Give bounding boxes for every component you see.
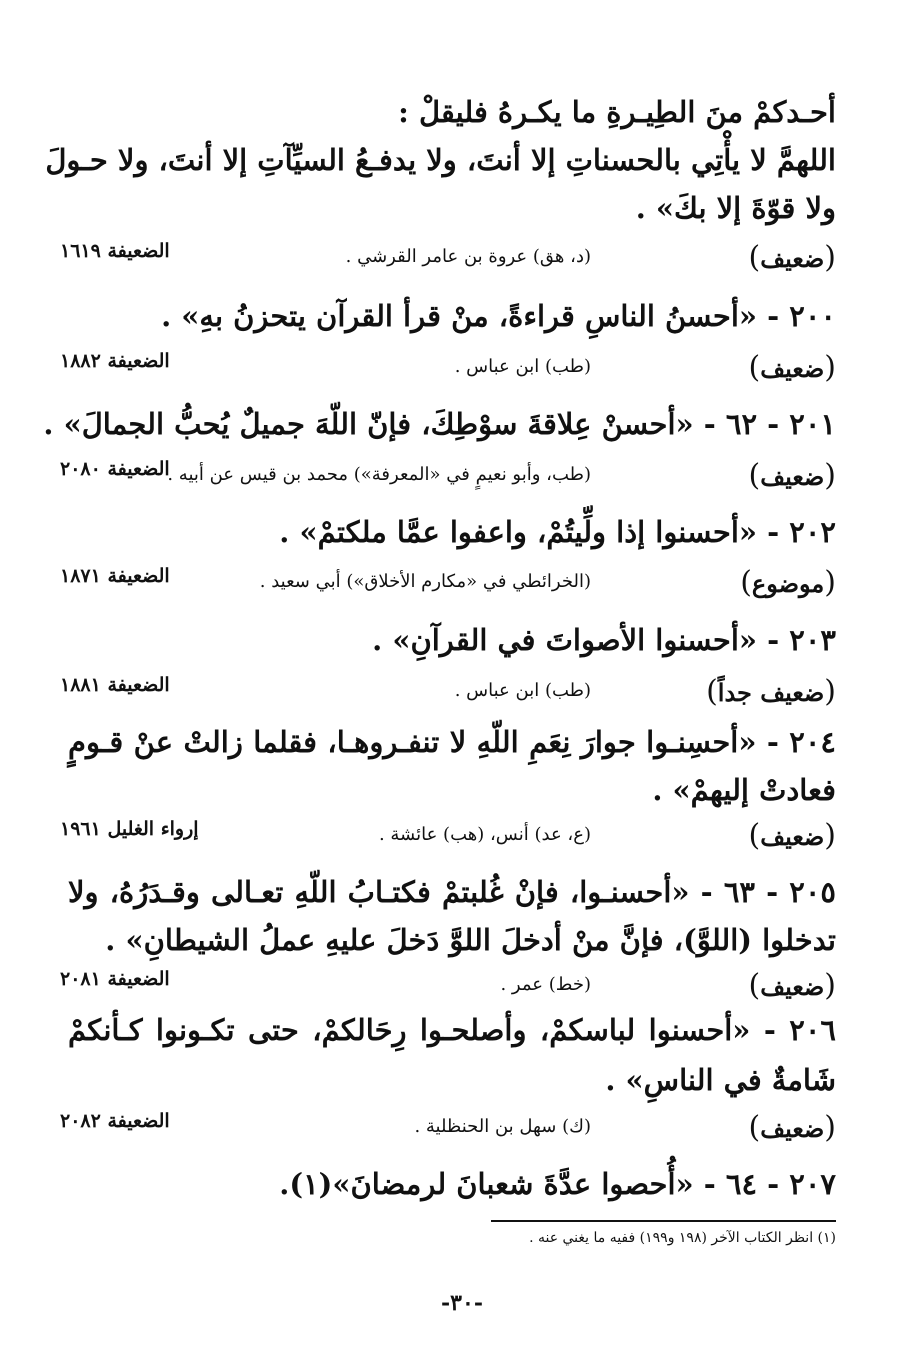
narrator-reference: (الخرائطي في «مكارم الأخلاق») أبي سعيد . [259,571,591,592]
text-line: شَامةٌ في الناسِ» . [605,1063,836,1097]
book-reference: الضعيفة ٢٠٨٢ [60,1110,170,1132]
narrator-reference: (خط) عمر . [500,974,591,995]
book-reference: الضعيفة ١٦١٩ [60,240,170,262]
book-reference: إرواء الغليل ١٩٦١ [60,818,199,840]
narrator-reference: (طب) ابن عباس . [454,356,591,377]
hadith-source-row [60,240,836,280]
book-reference: الضعيفة ١٨٨٢ [60,350,170,372]
footnote: (١) انظر الكتاب الآخر (١٩٨ و١٩٩) ففيه ما يغني عنه . [529,1230,836,1246]
hadith-line: ٢٠٧ - ٦٤ - «أُحصوا عدَّةَ شعبانَ لرمضانَ»(١). [279,1167,836,1201]
hadith-source-row [60,968,836,1008]
grade-label: (ضعيف) [748,458,836,493]
hadith-source-row [60,1110,836,1150]
hadith-source-row [60,565,836,605]
text-line: تدخلوا (اللوَّ)، فإنَّ منْ أدخلَ اللوَّ دَخلَ عليهِ عملُ الشيطانِ» . [105,923,836,957]
book-reference: الضعيفة ١٨٧١ [60,565,170,587]
book-reference: الضعيفة ١٨٨١ [60,674,170,696]
grade-label: (موضوع) [740,565,836,600]
text-line: ولا قوّةَ إلا بكَ» . [635,191,836,225]
book-reference: الضعيفة ٢٠٨٠ [60,458,170,480]
grade-label: (ضعيف) [748,968,836,1003]
narrator-reference: (طب، وأبو نعيمٍ في «المعرفة») محمد بن قيس عن أبيه . [167,464,591,485]
hadith-line: ٢٠١ - ٦٢ - «أحسنْ عِلاقةَ سوْطِكَ، فإنّ اللّهَ جميلٌ يُحبُّ الجمالَ» . [43,407,836,441]
narrator-reference: (ك) سهل بن الحنظلية . [414,1116,591,1137]
hadith-line: ٢٠٦ - «أحسنوا لباسكمْ، وأصلحـوا رِحَالكمْ، حتى تكـونوا كـأنكمْ [68,1013,836,1047]
text-line: فعادتْ إليهمْ» . [652,773,836,807]
text-line: أحـدكمْ منَ الطِيـرةِ ما يكـرهُ فليقلْ : [398,95,836,129]
grade-label: (ضعيف) [748,350,836,385]
hadith-source-row [60,674,836,714]
grade-label: (ضعيف) [748,1110,836,1145]
footnote-divider [491,1220,836,1222]
narrator-reference: (د، هق) عروة بن عامر القرشي . [345,246,591,267]
hadith-source-row [60,818,836,858]
hadith-line: ٢٠٢ - «أحسنوا إذا ولِّيتُمْ، واعفوا عمَّا ملكتمْ» . [279,515,836,549]
hadith-line: ٢٠٤ - «أحسِنـوا جوارَ نِعَمِ اللّهِ لا تنفـروهـا، فقلما زالتْ عنْ قـومٍ [68,725,836,759]
book-reference: الضعيفة ٢٠٨١ [60,968,170,990]
narrator-reference: (ع، عد) أنس، (هب) عائشة . [378,824,591,845]
hadith-line: ٢٠٥ - ٦٣ - «أحسنـوا، فإنْ غُلبتمْ فكتـابُ اللّهِ تعـالى وقـدَرُهُ، ولا [68,875,837,909]
hadith-source-row [60,350,836,390]
grade-label: (ضعيف) [748,240,836,275]
grade-label: (ضعيف جداً) [706,674,836,709]
grade-label: (ضعيف) [748,818,836,853]
hadith-line: ٢٠٣ - «أحسنوا الأصواتَ في القرآنِ» . [372,623,836,657]
page-number: -٣٠- [441,1290,483,1316]
hadith-line: ٢٠٠ - «أحسنُ الناسِ قراءةً، منْ قرأ القرآن يتحزنُ بهِ» . [161,299,836,333]
narrator-reference: (طب) ابن عباس . [454,680,591,701]
hadith-source-row [60,458,836,498]
text-line: اللهمَّ لا يأْتِي بالحسناتِ إلا أنتَ، ولا يدفـعُ السيِّآتِ إلا أنتَ، ولا حـولَ [45,143,836,177]
